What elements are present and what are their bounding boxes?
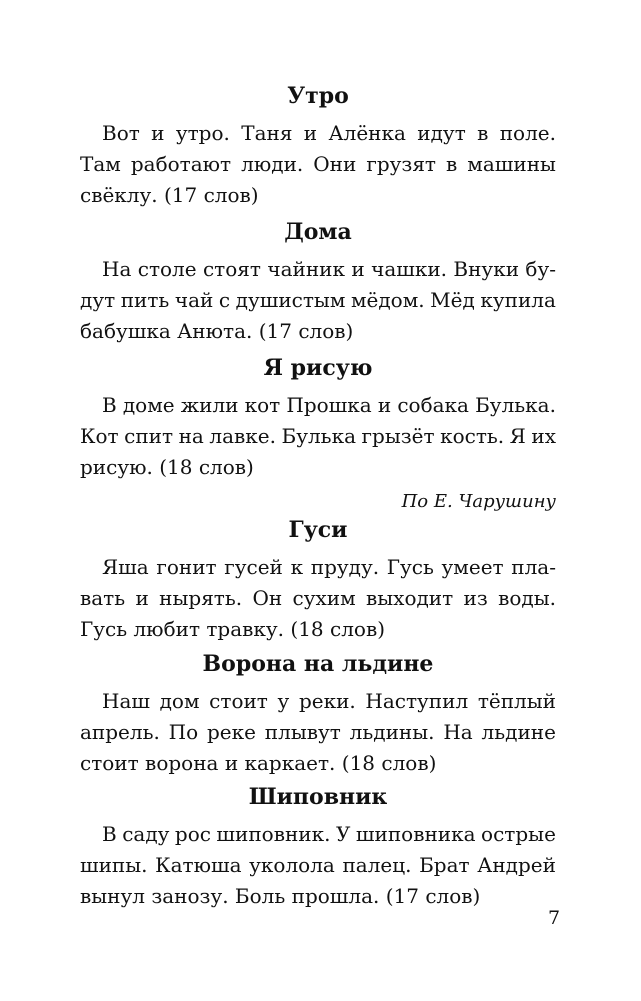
section-ya-risuyu	[80, 354, 556, 515]
section-text	[80, 552, 556, 645]
section-text	[80, 686, 556, 779]
section-title: Гуси	[288, 517, 348, 543]
section-title: Шиповник	[248, 784, 388, 810]
author-attribution: По Е. Чарушину	[401, 491, 556, 512]
text-line: вынул занозу. Боль прошла. (17 слов)	[80, 884, 481, 908]
text-line: Кот спит на лавке. Булька грызёт кость. Я их	[80, 424, 556, 448]
text-line: вать и нырять. Он сухим выходит из воды.	[80, 586, 556, 610]
section-title: Утро	[287, 83, 349, 109]
text-line: Вот и утро. Таня и Алёнка идут в поле.	[102, 121, 556, 145]
section-doma	[80, 218, 556, 347]
text-line: Гусь любит травку. (18 слов)	[80, 617, 386, 641]
text-line: дут пить чай с душистым мёдом. Мёд купила	[80, 288, 556, 312]
section-shipovnik	[80, 783, 556, 912]
text-line: На столе стоят чайник и чашки. Внуки бу-	[102, 257, 556, 281]
section-title: Дома	[284, 219, 352, 245]
text-line: бабушка Анюта. (17 слов)	[80, 319, 354, 343]
text-line: В доме жили кот Прошка и собака Булька.	[102, 393, 556, 417]
section-text	[80, 118, 556, 211]
section-title: Я рисую	[263, 355, 373, 381]
text-line: Яша гонит гусей к пруду. Гусь умеет пла-	[102, 555, 556, 579]
section-gusi	[80, 516, 556, 645]
text-line: В саду рос шиповник. У шиповника острые	[102, 822, 556, 846]
page-number: 7	[548, 907, 561, 929]
text-line: рисую. (18 слов)	[80, 455, 254, 479]
text-line: стоит ворона и каркает. (18 слов)	[80, 751, 437, 775]
text-line: апрель. По реке плывут льдины. На льдине	[80, 720, 556, 744]
section-text	[80, 390, 556, 483]
text-line: шипы. Катюша уколола палец. Брат Андрей	[80, 853, 556, 877]
text-line: Наш дом стоит у реки. Наступил тёплый	[102, 689, 556, 713]
section-vorona-na-ldine	[80, 650, 556, 779]
text-line: Там работают люди. Они грузят в машины	[80, 152, 556, 176]
text-line: свёклу. (17 слов)	[80, 183, 259, 207]
section-title: Ворона на льдине	[202, 651, 434, 677]
section-utro	[80, 82, 556, 211]
section-text	[80, 254, 556, 347]
section-text	[80, 819, 556, 912]
